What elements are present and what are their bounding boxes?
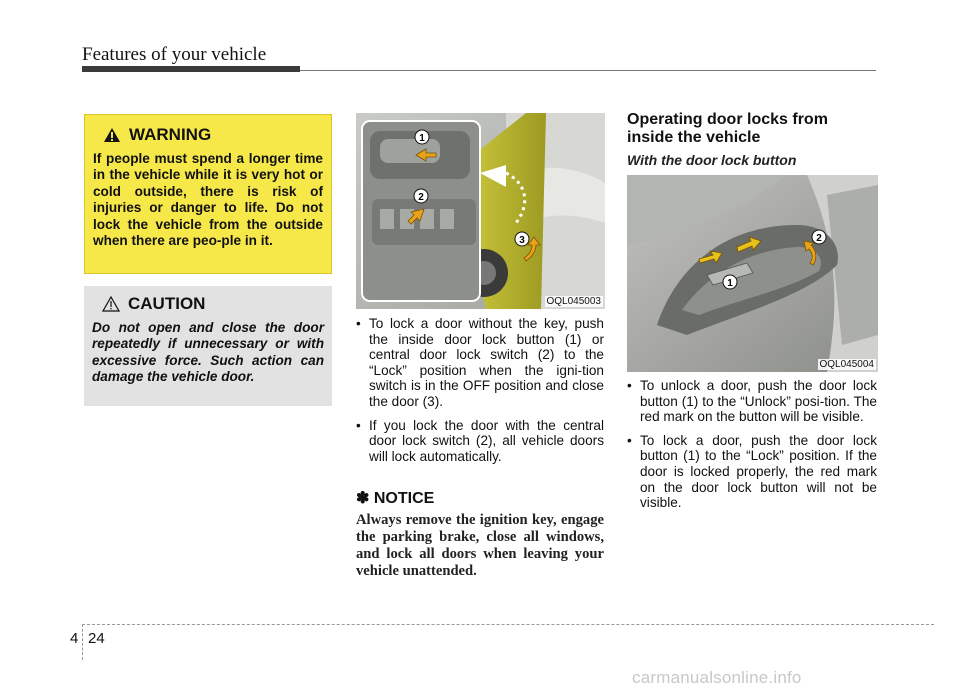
list-item: • To lock a door without the key, push the inside door lock button (1) or central door lock switch (2) to the “Lock” position when the igni-tion switch is in the OFF position and close the door (3).	[356, 316, 604, 410]
list-item: • If you lock the door with the central door lock switch (2), all vehicle doors will lock automatically.	[356, 418, 604, 465]
section-title: Operating door locks from inside the vehicle	[627, 111, 828, 146]
notice-heading	[356, 488, 434, 508]
warning-box	[84, 114, 332, 274]
middle-bullet-list	[356, 316, 604, 472]
footer-rule	[82, 624, 934, 625]
door-illustration-1	[356, 113, 605, 309]
warning-header	[93, 125, 323, 145]
footer-divider	[82, 624, 83, 660]
door-lock-figure-2	[627, 175, 878, 372]
caution-title: CAUTION	[128, 294, 206, 313]
door-lock-figure-1	[356, 113, 605, 309]
callout-3-label: 3	[519, 235, 525, 246]
page-number: 24	[88, 630, 105, 647]
right-bullet-list	[627, 378, 877, 519]
door-illustration-2	[627, 175, 878, 372]
header-bar	[82, 66, 300, 72]
warning-title: WARNING	[129, 125, 212, 144]
caution-header	[92, 294, 324, 314]
figure-2-code: OQL045004	[819, 359, 874, 370]
callout-1	[415, 130, 429, 144]
header-rule	[300, 70, 876, 71]
notice-star-icon: ✽	[356, 490, 370, 507]
watermark: carmanualsonline.info	[632, 668, 802, 687]
caution-text: Do not open and close the door repeatedly if unnecessary or with excessive force. Such action can damage the vehicle door.	[92, 320, 324, 385]
caution-box	[84, 286, 332, 406]
notice-title: NOTICE	[373, 490, 435, 507]
page-header-title: Features of your vehicle	[82, 44, 267, 65]
warning-text: If people must spend a longer time in the vehicle while it is very hot or cold outside, there is risk of injuries or danger to life. Do not lock the vehicle from the outside when there are peo-ple in it.	[93, 151, 323, 249]
callout-2-label: 2	[418, 192, 424, 203]
caution-triangle-icon	[102, 296, 120, 312]
callout-3	[515, 232, 529, 246]
callout-2	[414, 189, 428, 203]
callout-1-label: 1	[727, 278, 733, 289]
callout-1	[723, 275, 737, 289]
callout-2-label: 2	[816, 233, 822, 244]
notice-text: Always remove the ignition key, engage the parking brake, close all windows, and lock all doors when leaving your vehicle unattended.	[356, 512, 604, 579]
list-item: • To unlock a door, push the door lock button (1) to the “Unlock” posi-tion. The red mark on the button will be visible.	[627, 378, 877, 425]
callout-1-label: 1	[419, 133, 425, 144]
figure-1-code: OQL045003	[546, 296, 601, 307]
section-subtitle: With the door lock button	[627, 152, 797, 168]
callout-2	[812, 230, 826, 244]
chapter-number: 4	[70, 630, 79, 647]
list-item: • To lock a door, push the door lock button (1) to the “Lock” position. If the door is locked properly, the red mark on the door lock button will not be visible.	[627, 433, 877, 511]
warning-triangle-icon	[103, 127, 121, 143]
